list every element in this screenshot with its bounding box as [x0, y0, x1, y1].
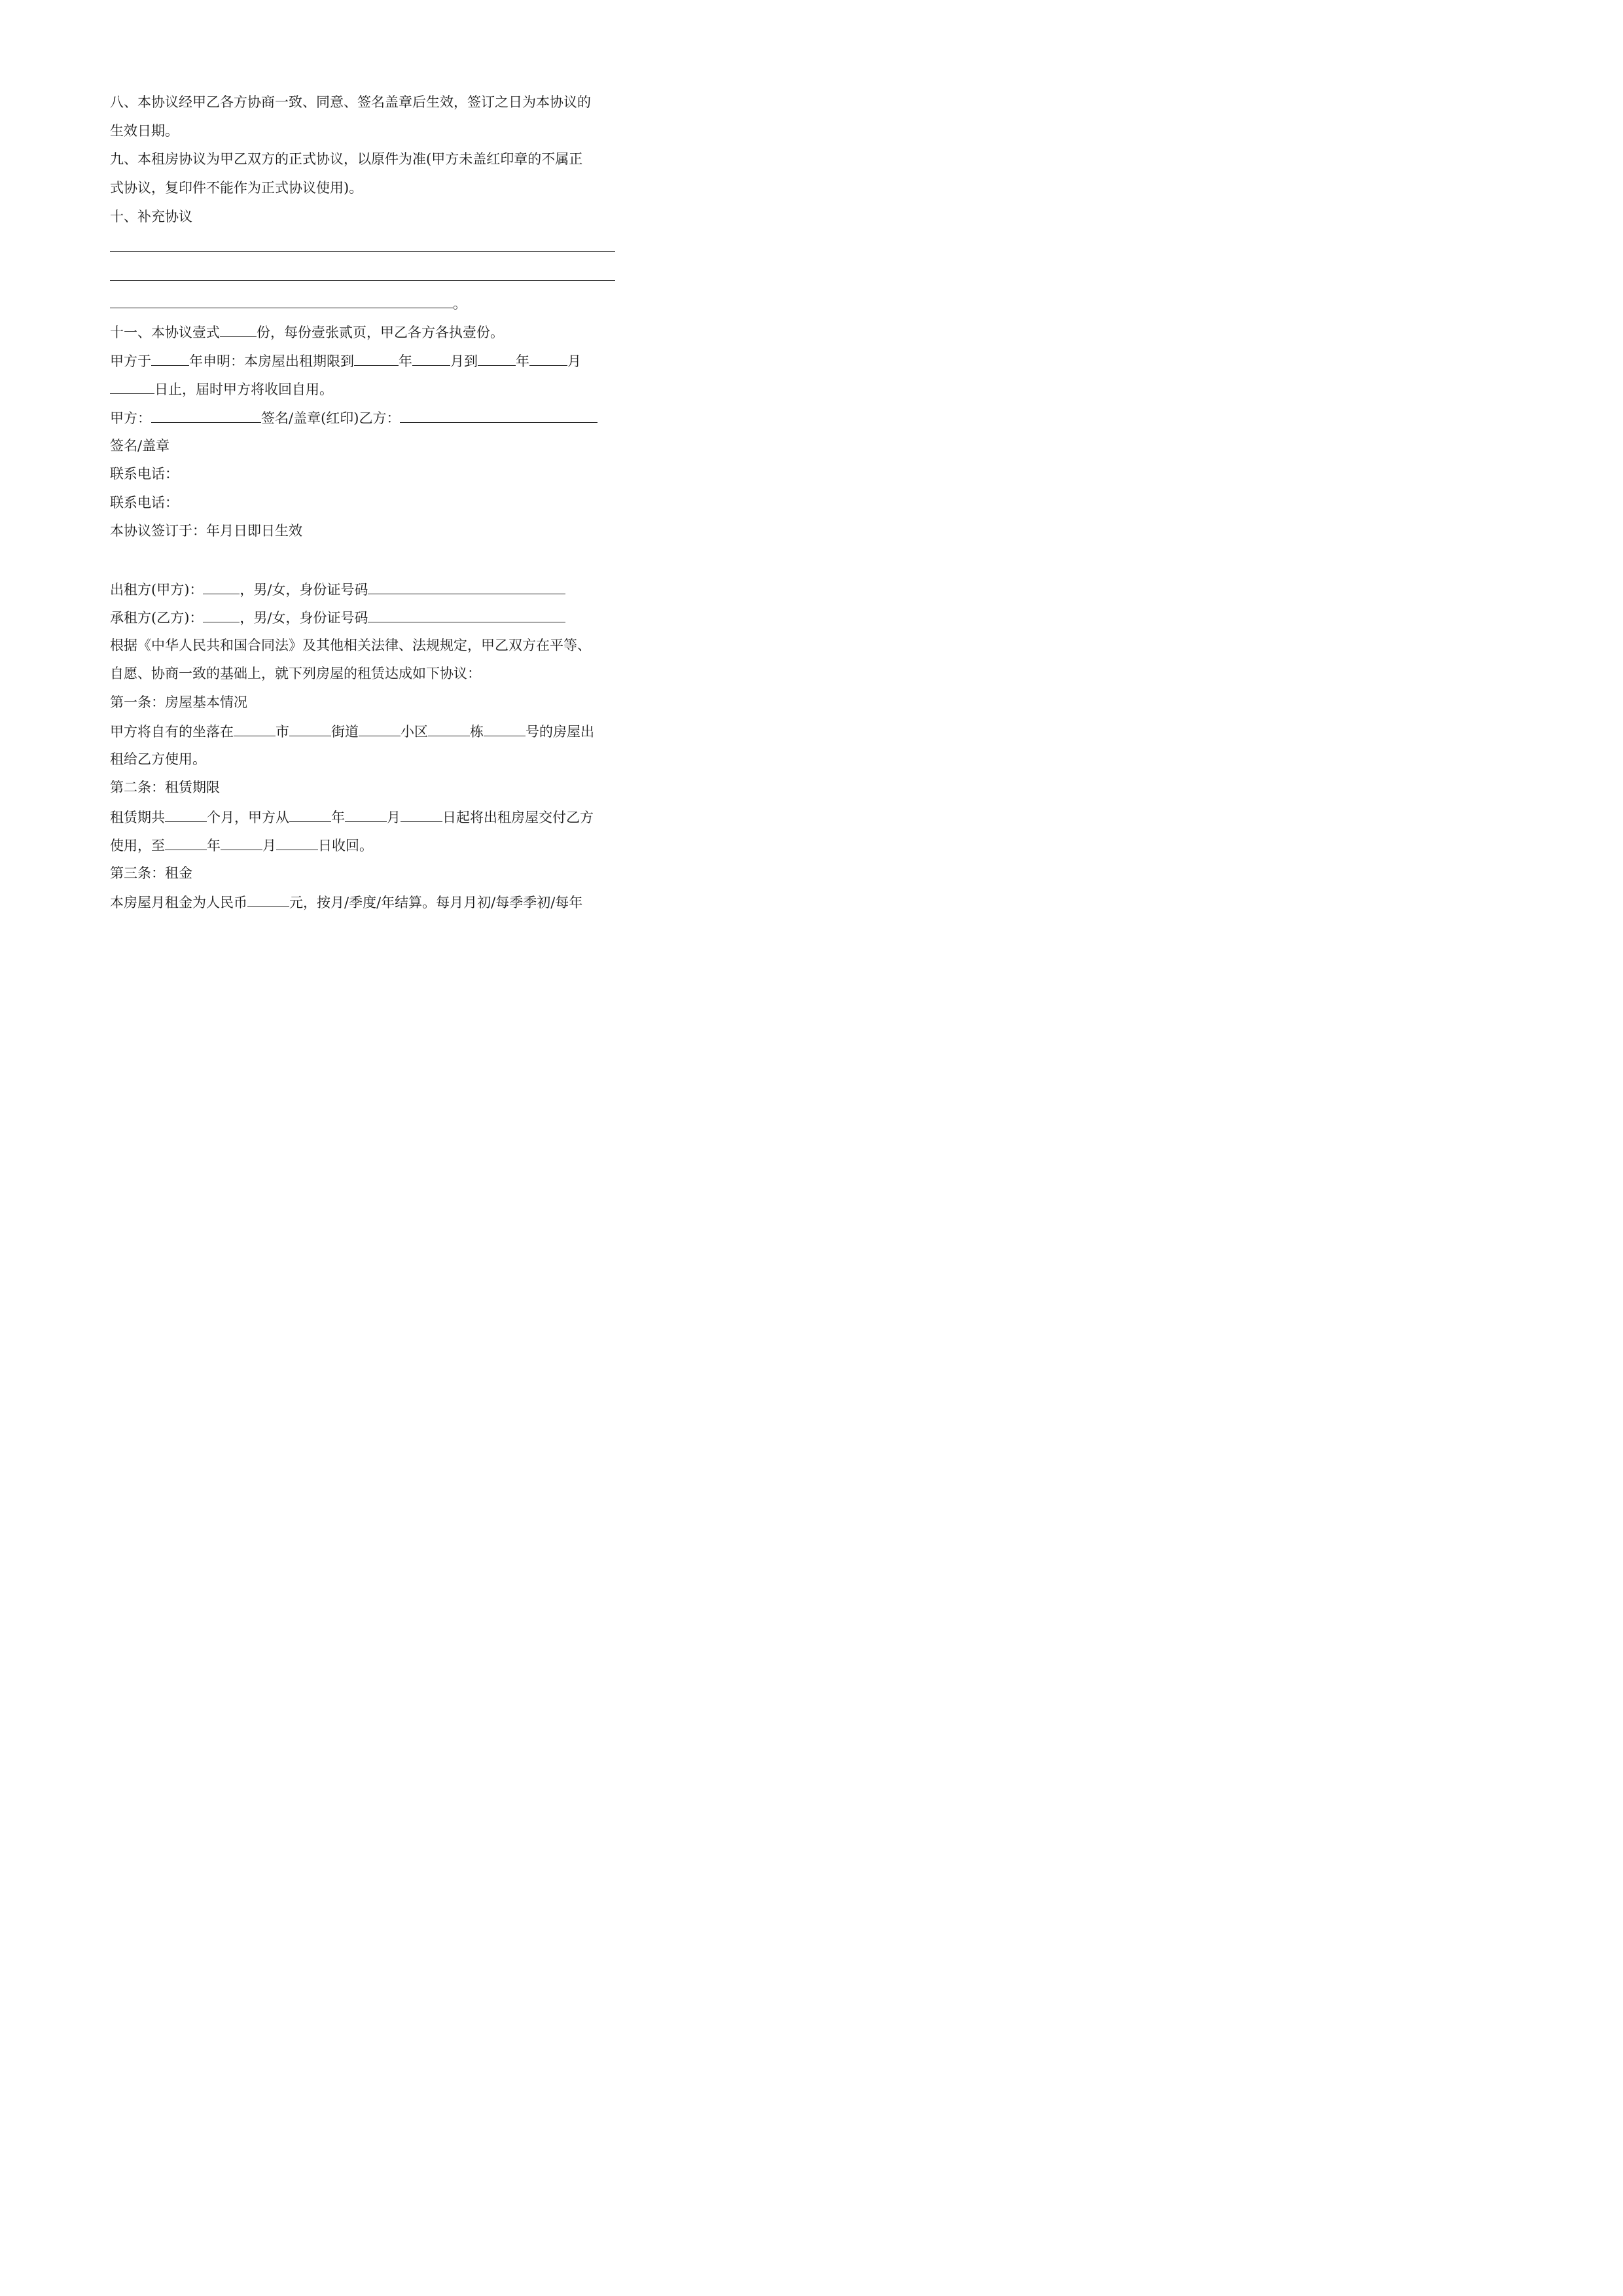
document-page: [0, 0, 726, 1026]
supplement-blank-line-3: [110, 293, 467, 312]
art1-text-6: 号的房屋出: [526, 724, 594, 740]
art3-text-2: 元，按月/季度/年结算。每月月初/每季季初/每年: [289, 895, 583, 910]
blank: [428, 721, 470, 736]
basis-line-2: 自愿、协商一致的基础上，就下列房屋的租赁达成如下协议：: [110, 666, 481, 681]
statement-text-5: 年: [516, 353, 529, 369]
art2-text-3: 年: [331, 810, 345, 825]
blank: [412, 351, 450, 366]
article-3-title: 第三条：租金: [110, 865, 192, 881]
party-a-blank: [151, 408, 261, 423]
clause-8-line-2: 生效日期。: [110, 123, 179, 139]
signed-date-line: 本协议签订于：年月日即日生效: [110, 523, 302, 539]
art2-text-7: 年: [207, 838, 221, 853]
art1-text-2: 市: [276, 724, 289, 740]
statement-text-4: 月到: [450, 353, 478, 369]
article-2-title: 第二条：租赁期限: [110, 780, 220, 795]
supplement-blank-line-1: [110, 251, 615, 252]
article-1-title: 第一条：房屋基本情况: [110, 694, 247, 710]
article-2-line-2: [110, 835, 373, 853]
statement-text-6: 月: [567, 353, 581, 369]
phone-label-2: 联系电话：: [110, 495, 179, 511]
blank: [359, 721, 401, 736]
art1-text-4: 小区: [401, 724, 428, 740]
art3-text-1: 本房屋月租金为人民币: [110, 895, 247, 910]
clause-11-part-1: 十一、本协议壹式: [110, 325, 220, 340]
party-b-label: 签名/盖章(红印)乙方：: [261, 410, 401, 426]
art2-text-2: 个月，甲方从: [207, 810, 289, 825]
blank: [478, 351, 516, 366]
article-2-line-1: [110, 807, 594, 825]
rent-blank: [247, 892, 289, 907]
blank: [354, 351, 399, 366]
clause-9-line-2: 式协议，复印件不能作为正式协议使用)。: [110, 180, 363, 196]
blank: [234, 721, 276, 736]
clause-8-line-1: 八、本协议经甲乙各方协商一致、同意、签名盖章后生效，签订之日为本协议的: [110, 94, 591, 110]
blank: [165, 835, 207, 850]
blank: [203, 579, 240, 594]
blank: [165, 807, 207, 822]
blank: [276, 835, 318, 850]
blank: [289, 807, 331, 822]
lessee-id-label: ，男/女，身份证号码: [240, 610, 368, 626]
art1-text-5: 栋: [470, 724, 484, 740]
blank: [289, 721, 331, 736]
art2-text-6: 使用，至: [110, 838, 165, 853]
statement-text-end: 日止，届时甲方将收回自用。: [154, 382, 333, 397]
lessee-id-blank: [368, 607, 565, 622]
art1-text-3: 街道: [331, 724, 359, 740]
lessee-label: 承租方(乙方)：: [110, 610, 204, 626]
phone-label-1: 联系电话：: [110, 466, 179, 482]
blank: [203, 607, 240, 622]
sign-seal-label: 签名/盖章: [110, 438, 170, 454]
blank: [110, 379, 154, 394]
clause-11: [110, 322, 504, 340]
blank: [151, 351, 189, 366]
clause-11-part-2: 份，每份壹张贰页，甲乙各方各执壹份。: [257, 325, 504, 340]
supplement-blank-line-2: [110, 280, 615, 281]
lessor-id-blank: [368, 579, 565, 594]
statement-text-2: 年申明：本房屋出租期限到: [189, 353, 354, 369]
blank: [529, 351, 567, 366]
blank: [401, 807, 442, 822]
party-b-blank: [400, 408, 597, 423]
lessor-line: [110, 579, 565, 598]
blank: [221, 835, 262, 850]
art2-text-8: 月: [262, 838, 276, 853]
statement-text-3: 年: [399, 353, 412, 369]
article-1-line-1: [110, 721, 594, 740]
signature-line: [110, 408, 597, 426]
supplement-end-mark: 。: [453, 296, 467, 312]
basis-line-1: 根据《中华人民共和国合同法》及其他相关法律、法规规定，甲乙双方在平等、: [110, 637, 591, 653]
lessee-line: [110, 607, 565, 626]
supplement-blank: [110, 293, 453, 308]
statement-line-1: [110, 351, 581, 369]
statement-line-2: [110, 379, 333, 397]
article-1-line-2: 租给乙方使用。: [110, 751, 206, 767]
copies-blank: [220, 322, 257, 337]
clause-9-line-1: 九、本租房协议为甲乙双方的正式协议，以原件为准(甲方未盖红印章的不属正: [110, 151, 583, 167]
article-3-line-1: [110, 892, 582, 910]
lessor-id-label: ，男/女，身份证号码: [240, 582, 368, 598]
art1-text-1: 甲方将自有的坐落在: [110, 724, 234, 740]
blank: [345, 807, 387, 822]
art2-text-1: 租赁期共: [110, 810, 165, 825]
art2-text-9: 日收回。: [318, 838, 373, 853]
art2-text-4: 月: [387, 810, 401, 825]
art2-text-5: 日起将出租房屋交付乙方: [442, 810, 594, 825]
blank: [484, 721, 526, 736]
statement-text-1: 甲方于: [110, 353, 151, 369]
lessor-label: 出租方(甲方)：: [110, 582, 204, 598]
clause-10-title: 十、补充协议: [110, 209, 192, 224]
party-a-label: 甲方：: [110, 410, 151, 426]
